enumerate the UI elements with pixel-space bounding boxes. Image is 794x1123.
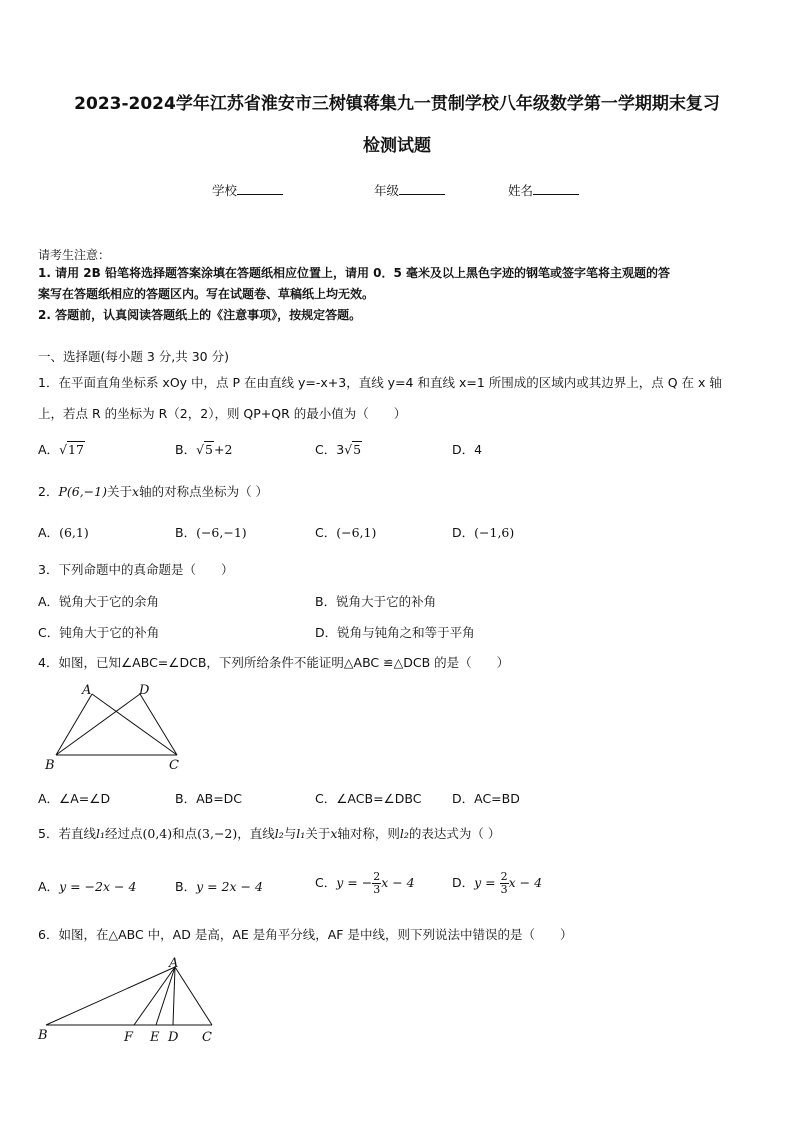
grade-label: 年级 (374, 183, 400, 198)
q2-point: P(6,−1) (58, 484, 107, 499)
q4-segment-dc (140, 694, 177, 755)
q5-option-a[interactable]: A．y = −2x − 4 (38, 879, 137, 894)
q4-option-a[interactable]: A．∠A=∠D (38, 791, 111, 806)
q1-a-radicand: 17 (68, 442, 84, 457)
q3-option-c[interactable]: C．钝角大于它的补角 (38, 625, 160, 640)
exam-title-line2: 检测试题 (363, 136, 431, 156)
q2-stem: 2．P(6,−1)关于x轴的对称点坐标为（ ） (38, 484, 269, 499)
q4-segment-ab (56, 694, 92, 755)
q6-stem: 6．如图，在△ABC 中，AD 是高，AE 是角平分线，AF 是中线，则下列说法中错误的是（ ） (38, 927, 573, 942)
q2-option-c[interactable]: C．(−6,1) (315, 525, 377, 540)
q6-segment-ac (175, 967, 212, 1025)
q6-label-c: C (202, 1030, 212, 1045)
q4-label-b: B (45, 758, 55, 773)
q6-label-f: F (124, 1030, 134, 1045)
school-blank[interactable] (237, 182, 283, 195)
notice-item2: 2. 答题前，认真阅读答题纸上的《注意事项》，按规定答题。 (38, 308, 362, 322)
section1-heading: 一、选择题(每小题 3 分,共 30 分) (38, 349, 229, 364)
q4-label-c: C (169, 758, 179, 773)
name-label: 姓名 (508, 183, 534, 198)
q1-c-radicand: 5 (353, 442, 362, 457)
q2-option-b[interactable]: B．(−6,−1) (175, 525, 247, 540)
q6-label-a: A (169, 956, 179, 971)
q1-option-c[interactable]: C．3√5 (315, 442, 362, 457)
school-field[interactable] (212, 181, 283, 199)
q3-option-a[interactable]: A．锐角大于它的余角 (38, 594, 160, 609)
q5-option-d[interactable]: D．y = $\frac{2}{3}$ x − 4 (452, 870, 543, 896)
q6-label-d: D (168, 1030, 179, 1045)
q4-segment-bd (56, 694, 140, 755)
q3-option-b[interactable]: B．锐角大于它的补角 (315, 594, 437, 609)
q2-option-a[interactable]: A．(6,1) (38, 525, 89, 540)
q6-bisector-ae (156, 967, 175, 1025)
q1-option-b[interactable]: B．√5+2 (175, 442, 233, 457)
q6-figure (30, 955, 230, 1045)
q5-option-b[interactable]: B．y = 2x − 4 (175, 879, 263, 894)
notice-heading: 请考生注意： (38, 248, 111, 262)
q4-label-d: D (139, 683, 150, 698)
name-field[interactable] (508, 181, 579, 199)
q1-option-d[interactable]: D．4 (452, 442, 483, 457)
q1-stem-line1: 1．在平面直角坐标系 xOy 中，点 P 在由直线 y=-x+3，直线 y=4 和直线 x=1 所围成的区域内或其边界上，点 Q 在 x 轴 (38, 375, 722, 390)
name-blank[interactable] (533, 182, 579, 195)
notice-item1-line2: 案写在答题纸相应的答题区内。写在试题卷、草稿纸上均无效。 (38, 287, 375, 301)
q6-altitude-ad (173, 967, 175, 1025)
q1-option-a[interactable]: A．√17 (38, 442, 84, 457)
q5-option-c[interactable]: C．y = − $\frac{2}{3}$ x − 4 (315, 870, 415, 896)
q4-segment-ac (92, 694, 177, 755)
q6-label-e: E (150, 1030, 160, 1045)
q4-option-c[interactable]: C．∠ACB=∠DBC (315, 791, 422, 806)
q4-label-a: A (82, 683, 92, 698)
q1-stem-line2: 上，若点 R 的坐标为 R（2，2），则 QP+QR 的最小值为（ ） (38, 406, 407, 421)
q3-option-d[interactable]: D．锐角与钝角之和等于平角 (315, 625, 475, 640)
q3-stem: 3．下列命题中的真命题是（ ） (38, 562, 234, 577)
q5-d-fraction: $\frac{2}{3}$ (500, 870, 508, 896)
q4-figure (40, 682, 200, 777)
q5-c-fraction: $\frac{2}{3}$ (373, 870, 381, 896)
q5-stem: 5．若直线l₁经过点(0,4)和点(3,−2)，直线l₂与l₁关于x轴对称，则l₂的表达式为（ ） (38, 826, 501, 841)
grade-field[interactable] (374, 181, 445, 199)
grade-blank[interactable] (399, 182, 445, 195)
q6-label-b: B (38, 1028, 48, 1043)
q4-stem: 4．如图，已知∠ABC=∠DCB，下列所给条件不能证明△ABC ≌△DCB 的是（ ） (38, 655, 510, 670)
q4-option-b[interactable]: B．AB=DC (175, 791, 243, 806)
notice-item1-line1: 1. 请用 2B 铅笔将选择题答案涂填在答题纸相应位置上，请用 0．5 毫米及以上黑色字迹的钢笔或签字笔将主观题的答 (38, 266, 670, 280)
q4-option-d[interactable]: D．AC=BD (452, 791, 520, 806)
q6-segment-ab (46, 967, 175, 1025)
q2-option-d[interactable]: D．(−1,6) (452, 525, 515, 540)
school-label: 学校 (212, 183, 238, 198)
exam-title-line1: 2023-2024学年江苏省淮安市三树镇蒋集九一贯制学校八年级数学第一学期期末复习 (74, 94, 720, 114)
q1-b-radicand: 5 (205, 442, 213, 457)
